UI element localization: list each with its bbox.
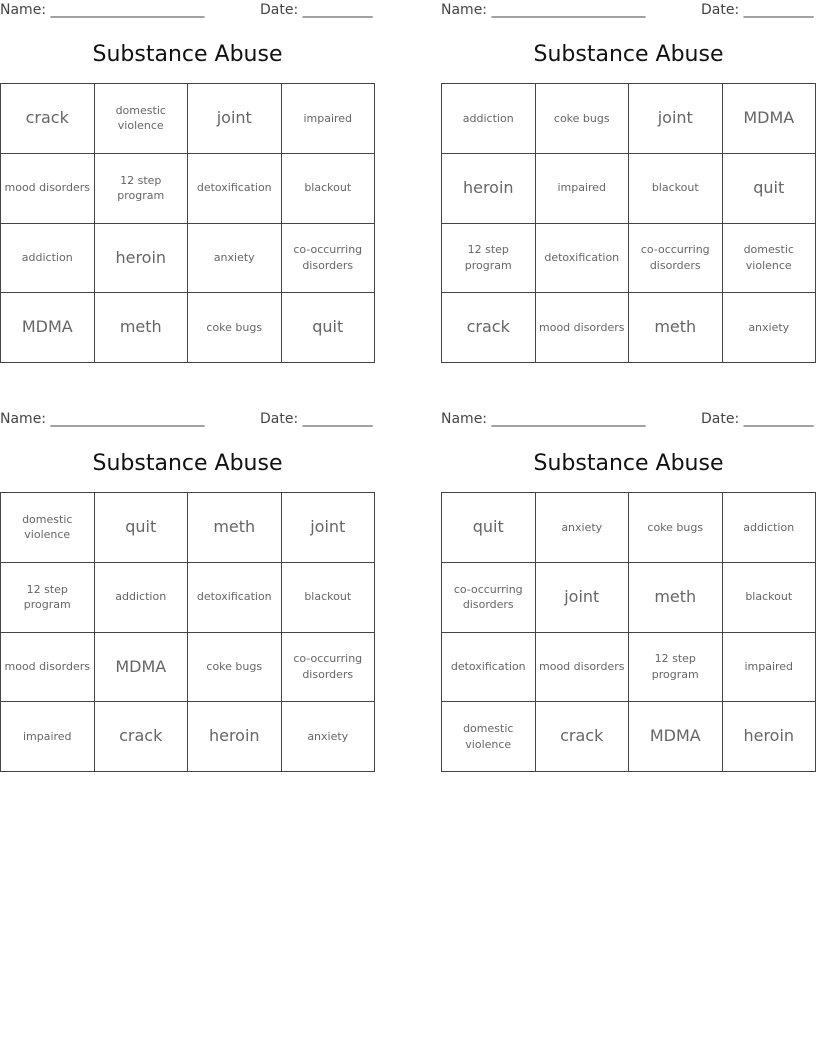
card-title: Substance Abuse	[533, 451, 724, 476]
bingo-cell: heroin	[188, 702, 282, 772]
bingo-cell: 12 step program	[442, 224, 536, 294]
card-header	[0, 0, 375, 22]
bingo-cell: quit	[723, 154, 816, 224]
bingo-cell: MDMA	[1, 293, 95, 363]
bingo-cell: MDMA	[95, 633, 189, 703]
bingo-cell: domestic violence	[1, 493, 95, 563]
bingo-cell: coke bugs	[629, 493, 723, 563]
bingo-cell: impaired	[1, 702, 95, 772]
bingo-cell: anxiety	[723, 293, 816, 363]
name-field: Name: ______________________	[441, 2, 646, 18]
bingo-cell: joint	[629, 84, 723, 154]
bingo-cell: impaired	[536, 154, 630, 224]
bingo-cell: joint	[188, 84, 282, 154]
bingo-cell: crack	[95, 702, 189, 772]
bingo-cell: crack	[536, 702, 630, 772]
bingo-cell: quit	[442, 493, 536, 563]
bingo-cell: domestic violence	[442, 702, 536, 772]
bingo-cell: heroin	[95, 224, 189, 294]
name-field: Name: ______________________	[0, 411, 205, 427]
bingo-cell: mood disorders	[536, 633, 630, 703]
card-header	[441, 409, 816, 431]
bingo-cell: MDMA	[629, 702, 723, 772]
bingo-cell: domestic violence	[95, 84, 189, 154]
bingo-cell: quit	[95, 493, 189, 563]
bingo-cell: quit	[282, 293, 376, 363]
bingo-cell: anxiety	[188, 224, 282, 294]
bingo-cell: domestic violence	[723, 224, 816, 294]
bingo-cell: anxiety	[282, 702, 376, 772]
bingo-cell: joint	[282, 493, 376, 563]
bingo-cell: detoxification	[442, 633, 536, 703]
bingo-cell: co-occurring disorders	[282, 633, 376, 703]
bingo-cell: 12 step program	[629, 633, 723, 703]
bingo-cell: meth	[188, 493, 282, 563]
bingo-cell: blackout	[629, 154, 723, 224]
bingo-cell: joint	[536, 563, 630, 633]
date-field: Date: __________	[701, 2, 814, 18]
bingo-cell: MDMA	[723, 84, 816, 154]
bingo-cell: addiction	[442, 84, 536, 154]
bingo-cell: heroin	[723, 702, 816, 772]
bingo-cell: blackout	[282, 154, 376, 224]
bingo-cell: 12 step program	[1, 563, 95, 633]
bingo-card-1	[0, 0, 375, 365]
card-title: Substance Abuse	[533, 42, 724, 67]
bingo-cell: 12 step program	[95, 154, 189, 224]
name-field: Name: ______________________	[0, 2, 205, 18]
bingo-card-3	[0, 409, 375, 774]
card-title: Substance Abuse	[92, 451, 283, 476]
date-field: Date: __________	[260, 411, 373, 427]
bingo-grid	[0, 492, 375, 772]
bingo-cell: co-occurring disorders	[282, 224, 376, 294]
bingo-cell: crack	[1, 84, 95, 154]
bingo-cell: meth	[629, 563, 723, 633]
bingo-card-2	[441, 0, 816, 365]
bingo-cell: addiction	[95, 563, 189, 633]
bingo-grid	[441, 492, 816, 772]
bingo-cell: blackout	[723, 563, 816, 633]
card-title: Substance Abuse	[92, 42, 283, 67]
bingo-cell: impaired	[282, 84, 376, 154]
bingo-cell: detoxification	[188, 563, 282, 633]
bingo-cell: meth	[95, 293, 189, 363]
bingo-cell: mood disorders	[536, 293, 630, 363]
bingo-cell: co-occurring disorders	[629, 224, 723, 294]
bingo-cell: coke bugs	[188, 293, 282, 363]
bingo-cell: mood disorders	[1, 154, 95, 224]
bingo-cell: anxiety	[536, 493, 630, 563]
bingo-cell: heroin	[442, 154, 536, 224]
bingo-cell: detoxification	[536, 224, 630, 294]
bingo-cell: mood disorders	[1, 633, 95, 703]
card-header	[0, 409, 375, 431]
bingo-cell: addiction	[723, 493, 816, 563]
bingo-cell: impaired	[723, 633, 816, 703]
card-header	[441, 0, 816, 22]
bingo-cell: coke bugs	[536, 84, 630, 154]
bingo-card-4	[441, 409, 816, 774]
date-field: Date: __________	[701, 411, 814, 427]
bingo-cell: addiction	[1, 224, 95, 294]
name-field: Name: ______________________	[441, 411, 646, 427]
bingo-cell: blackout	[282, 563, 376, 633]
bingo-cell: meth	[629, 293, 723, 363]
bingo-cell: coke bugs	[188, 633, 282, 703]
bingo-grid	[441, 83, 816, 363]
bingo-grid	[0, 83, 375, 363]
bingo-cell: co-occurring disorders	[442, 563, 536, 633]
date-field: Date: __________	[260, 2, 373, 18]
bingo-cell: detoxification	[188, 154, 282, 224]
bingo-cell: crack	[442, 293, 536, 363]
